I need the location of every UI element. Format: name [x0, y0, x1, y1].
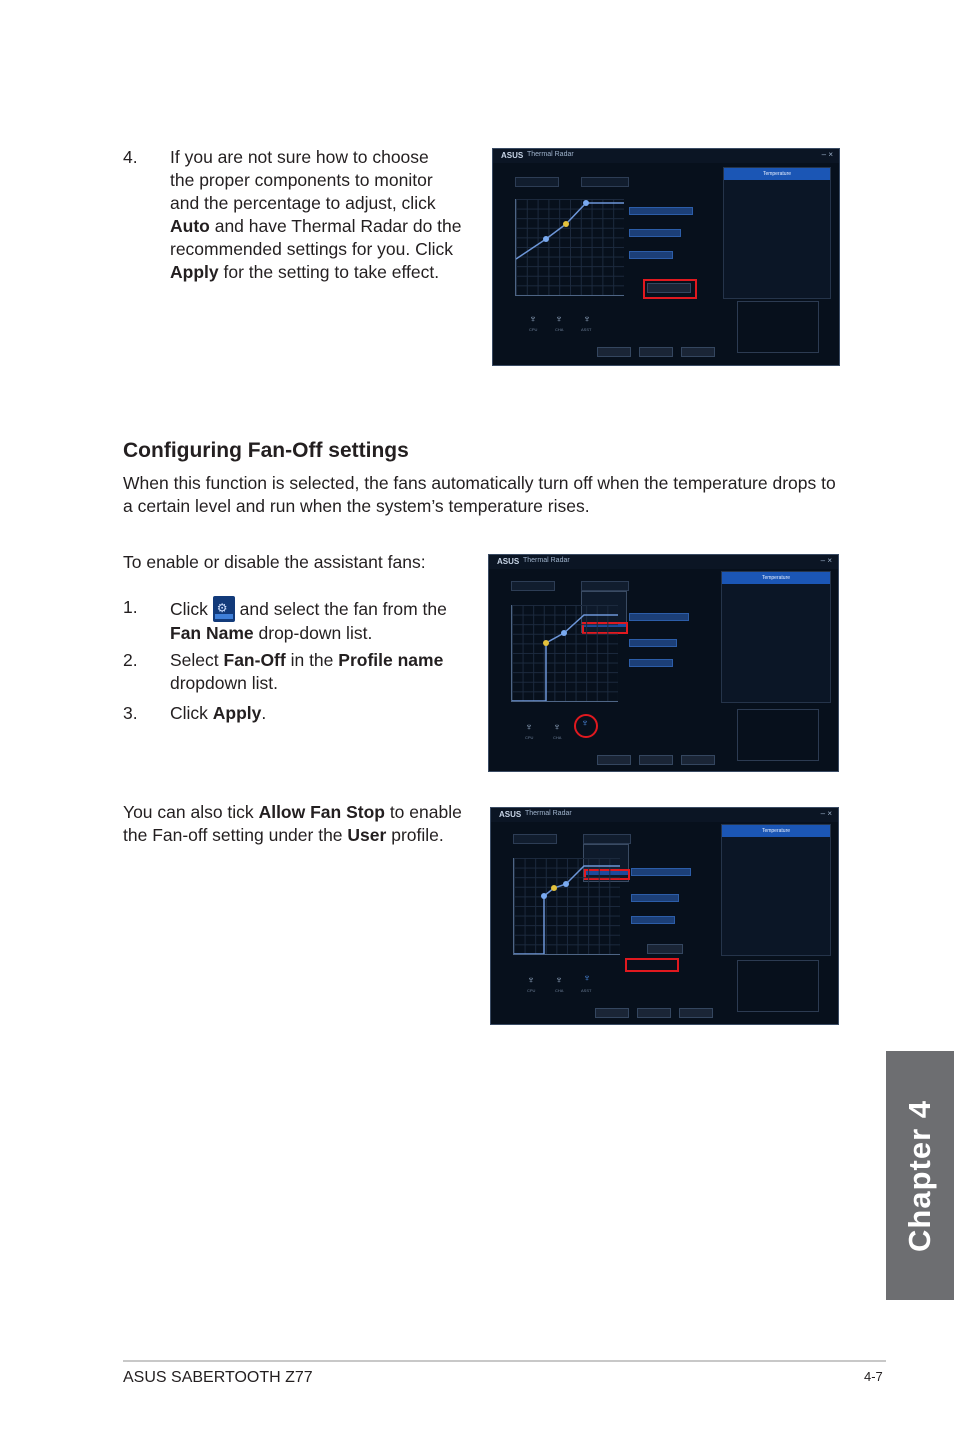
bold-term: Apply [170, 262, 219, 282]
fan-label: CPU [525, 735, 534, 740]
scenario-button [647, 944, 683, 954]
bold-term: Auto [170, 216, 210, 236]
fan-curve-graph [515, 199, 624, 296]
text-span: in the [285, 650, 339, 670]
text-line: the proper components to monitor [170, 170, 433, 190]
temperature-header: Temperature [722, 825, 830, 837]
motherboard-diagram [737, 709, 819, 761]
text-line [170, 596, 470, 622]
cpu-fan-icon: ♆ [525, 722, 533, 733]
action-button [637, 1008, 671, 1018]
text-span: for the setting to take effect. [218, 262, 440, 282]
text-span: and select the fan from the [234, 599, 447, 619]
apu-bar [631, 916, 675, 924]
section-heading: Configuring Fan-Off settings [123, 439, 409, 462]
profile-name-select [581, 581, 629, 591]
step-number: 3. [123, 703, 138, 723]
text-span: drop-down list. [253, 623, 373, 643]
tip-text [123, 801, 473, 847]
text-line [123, 824, 473, 847]
bold-term: Profile name [338, 650, 444, 670]
footer-product-name: ASUS SABERTOOTH Z77 [123, 1369, 313, 1386]
fan-curve-line [516, 199, 624, 295]
text-line [170, 622, 470, 645]
allow-fan-stop-highlight [625, 958, 679, 972]
asst-fan-icon: ♆ [581, 718, 589, 729]
action-button [639, 347, 673, 357]
board-bar [629, 229, 681, 237]
fan-curve-line [514, 858, 620, 954]
intro-text: To enable or disable the assistant fans: [123, 552, 426, 572]
fan-curve-graph [513, 858, 620, 955]
motherboard-diagram [737, 960, 819, 1012]
action-button [639, 755, 673, 765]
text-line [170, 261, 470, 284]
step2-text [170, 649, 470, 695]
temperature-panel [721, 571, 831, 703]
text-span: and have Thermal Radar do the [209, 216, 462, 236]
asst-fan-icon: ♆ [583, 314, 591, 325]
board-bar [631, 894, 679, 902]
bold-term: User [347, 825, 387, 845]
section-description [123, 472, 843, 518]
profile-name-select [581, 177, 629, 187]
cha-fan-icon: ♆ [553, 722, 561, 733]
fan-name-select [515, 177, 559, 187]
footer-page-number: 4-7 [864, 1369, 883, 1384]
fan-name-select [511, 581, 555, 591]
action-button [595, 1008, 629, 1018]
text-line: a certain level and run when the system’s temperature rises. [123, 496, 590, 516]
action-button [597, 755, 631, 765]
text-span: to enable [384, 802, 462, 822]
temperature-header: Temperature [724, 168, 830, 180]
fan-label: ASST [581, 988, 592, 993]
fan-curve-graph [511, 605, 618, 702]
cpu-bar [631, 868, 691, 876]
asst-fan-icon: ♆ [583, 973, 591, 984]
step3-text [170, 702, 470, 725]
text-line: If you are not sure how to choose [170, 147, 429, 167]
fan-label: CHA [555, 327, 564, 332]
fan-label: CPU [529, 327, 538, 332]
cpu-bar [629, 207, 693, 215]
text-span: You can also tick [123, 802, 259, 822]
fan-label: ASST [581, 327, 592, 332]
asus-logo: ASUS [499, 810, 522, 819]
window-title: Thermal Radar [525, 810, 572, 817]
text-line: When this function is selected, the fans automatically turn off when the temperature drops to [123, 473, 836, 493]
text-span: Click [170, 599, 213, 619]
chapter-label: Chapter 4 [902, 1099, 937, 1252]
window-controls: – × [820, 809, 832, 818]
step1-text [170, 596, 470, 645]
auto-highlight [643, 279, 697, 299]
chapter-tab [886, 1051, 954, 1300]
temperature-header: Temperature [722, 572, 830, 584]
window-title: Thermal Radar [523, 557, 570, 564]
bold-term: Apply [212, 703, 262, 723]
text-line: and the percentage to adjust, click [170, 193, 436, 213]
thermal-radar-screenshot-fanoff [488, 554, 839, 772]
action-button [681, 755, 715, 765]
text-span: Select [170, 650, 224, 670]
text-line [170, 215, 470, 238]
thermal-radar-screenshot-auto [492, 148, 840, 366]
text-span: Click [170, 703, 213, 723]
asst-fan-highlight [574, 714, 598, 738]
text-line: recommended settings for you. Click [170, 239, 454, 259]
text-span: profile. [386, 825, 444, 845]
fan-label: CPU [527, 988, 536, 993]
bold-term: Fan-Off [223, 650, 286, 670]
window-title: Thermal Radar [527, 151, 574, 158]
step-number: 1. [123, 597, 138, 617]
asus-logo: ASUS [497, 557, 520, 566]
cpu-fan-icon: ♆ [527, 975, 535, 986]
fan-label: CHA [553, 735, 562, 740]
text-line: dropdown list. [170, 673, 278, 693]
fan-name-select [513, 834, 557, 844]
text-line [123, 801, 473, 824]
step4-text [170, 146, 470, 284]
window-controls: – × [820, 556, 832, 565]
bold-term: Fan Name [170, 623, 254, 643]
apu-bar [629, 659, 673, 667]
asst-fan-icon [213, 596, 235, 622]
motherboard-diagram [737, 301, 819, 353]
action-button [681, 347, 715, 357]
apu-bar [629, 251, 673, 259]
footer-divider [123, 1360, 886, 1362]
action-button [597, 347, 631, 357]
profile-name-select [583, 834, 631, 844]
cpu-fan-icon: ♆ [529, 314, 537, 325]
temperature-panel [721, 824, 831, 956]
cha-fan-icon: ♆ [555, 975, 563, 986]
fan-curve-line [512, 605, 618, 701]
asus-logo: ASUS [501, 151, 524, 160]
fan-label: CHA [555, 988, 564, 993]
window-controls: – × [821, 150, 833, 159]
text-line [170, 649, 470, 672]
bold-term: Allow Fan Stop [258, 802, 385, 822]
text-span: . [261, 703, 267, 723]
action-button [679, 1008, 713, 1018]
cpu-bar [629, 613, 689, 621]
text-span: the Fan-off setting under the [123, 825, 348, 845]
step-number: 2. [123, 650, 138, 670]
cha-fan-icon: ♆ [555, 314, 563, 325]
thermal-radar-screenshot-allow-fan-stop [490, 807, 839, 1025]
step-number: 4. [123, 147, 138, 167]
temperature-panel [723, 167, 831, 299]
board-bar [629, 639, 677, 647]
